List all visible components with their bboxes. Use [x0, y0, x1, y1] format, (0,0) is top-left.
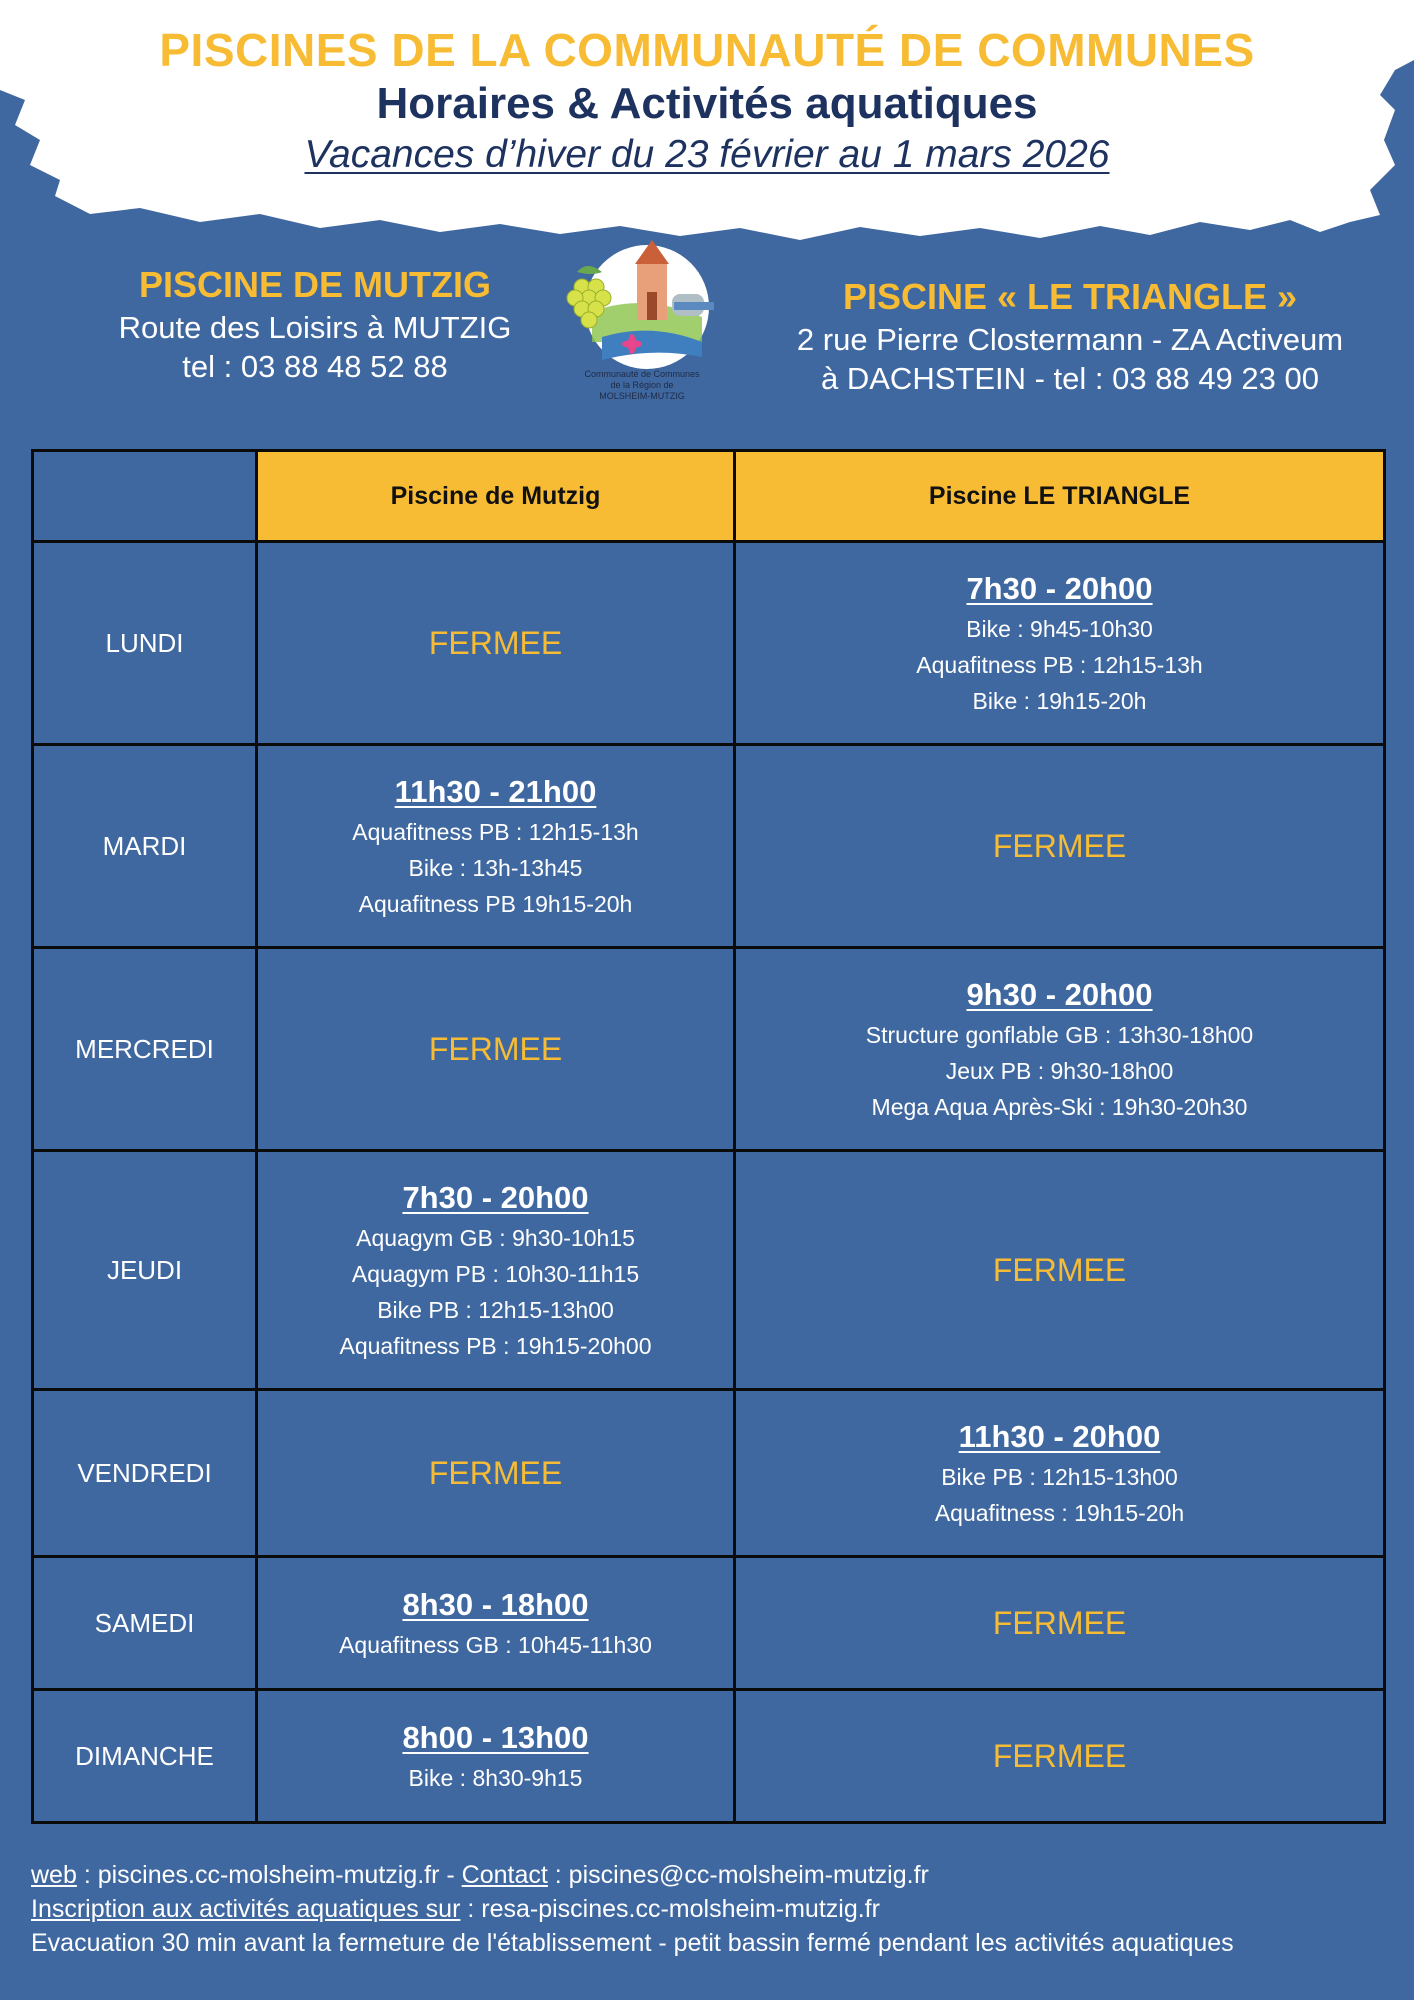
schedule-row: [33, 948, 1385, 1151]
schedule-row: [33, 1390, 1385, 1557]
contact-link-label[interactable]: Contact: [461, 1861, 548, 1889]
closed-label-mutzig: FERMEE: [257, 948, 735, 1151]
closed-label-triangle: FERMEE: [735, 745, 1385, 948]
schedule-header-row: [33, 451, 1385, 542]
schedule-cell-mutzig: [257, 1151, 735, 1390]
logo-caption: Communauté de Communes de la Région de MOLSHEIM-MUTZIG: [584, 369, 700, 401]
schedule-cell-triangle: [735, 542, 1385, 745]
footer: [31, 1858, 1401, 1960]
inscription-link-label[interactable]: Inscription aux activités aquatiques sur: [31, 1895, 461, 1923]
pool-name-triangle: PISCINE « LE TRIANGLE »: [842, 276, 1298, 317]
closed-label-triangle: FERMEE: [735, 1151, 1385, 1390]
activity-item: Aquafitness PB : 12h15-13h: [352, 819, 639, 845]
closed-label-mutzig: FERMEE: [257, 1390, 735, 1557]
schedule-cell-mutzig: [257, 745, 735, 948]
page-title: PISCINES DE LA COMMUNAUTÉ DE COMMUNES: [159, 24, 1255, 76]
header-triangle: Piscine LE TRIANGLE: [735, 451, 1385, 542]
activity-item: Bike PB : 12h15-13h00: [941, 1464, 1178, 1490]
closed-label-mutzig: FERMEE: [257, 542, 735, 745]
opening-hours: 7h30 - 20h00: [966, 571, 1153, 606]
footer-line-inscription: [31, 1892, 1401, 1926]
opening-hours: 8h30 - 18h00: [402, 1587, 589, 1622]
activity-item: Bike : 8h30-9h15: [408, 1765, 583, 1791]
opening-hours: 11h30 - 21h00: [394, 774, 597, 809]
opening-hours: 9h30 - 20h00: [966, 977, 1153, 1012]
opening-hours: 11h30 - 20h00: [958, 1419, 1161, 1454]
activity-item: Jeux PB : 9h30-18h00: [945, 1058, 1174, 1084]
schedule-row: [33, 542, 1385, 745]
pool-info-mutzig: [90, 262, 540, 386]
day-label: MERCREDI: [33, 948, 257, 1151]
day-label: SAMEDI: [33, 1557, 257, 1690]
pool-info-triangle: [760, 274, 1380, 398]
web-link-label[interactable]: web: [31, 1861, 77, 1889]
activity-item: Aquafitness PB 19h15-20h: [358, 891, 633, 917]
day-label: MARDI: [33, 745, 257, 948]
activity-item: Aquafitness PB : 12h15-13h: [916, 652, 1203, 678]
schedule-row: [33, 1557, 1385, 1690]
activity-item: Aquafitness : 19h15-20h: [934, 1500, 1185, 1526]
activity-item: Aquafitness GB : 10h45-11h30: [339, 1632, 652, 1658]
activity-item: Bike PB : 12h15-13h00: [377, 1297, 614, 1323]
schedule-table: [31, 449, 1386, 1824]
pool-address-mutzig: Route des Loisirs à MUTZIG: [118, 310, 512, 345]
pool-address-phone-triangle: à DACHSTEIN - tel : 03 88 49 23 00: [821, 361, 1319, 396]
activity-item: Aquagym PB : 10h30-11h15: [351, 1261, 640, 1287]
pool-address-triangle: 2 rue Pierre Clostermann - ZA Activeum: [796, 322, 1344, 357]
opening-hours: 8h00 - 13h00: [402, 1720, 589, 1755]
schedule-row: [33, 1151, 1385, 1390]
footer-note: Evacuation 30 min avant la fermeture de l'établissement - petit bassin fermé pendant les activités aquatiques: [31, 1929, 1234, 1957]
page-subtitle: Horaires & Activités aquatiques: [376, 79, 1038, 128]
activity-item: Aquafitness PB : 19h15-20h00: [339, 1333, 652, 1359]
activity-item: Aquagym GB : 9h30-10h15: [356, 1225, 635, 1251]
activity-item: Structure gonflable GB : 13h30-18h00: [865, 1022, 1254, 1048]
contact-link-value: : piscines@cc-molsheim-mutzig.fr: [547, 1861, 929, 1889]
day-label: JEUDI: [33, 1151, 257, 1390]
footer-line-web: [31, 1858, 1401, 1892]
schedule-cell-triangle: [735, 948, 1385, 1151]
header-banner: [0, 0, 1414, 250]
pool-phone-mutzig: tel : 03 88 48 52 88: [182, 349, 448, 384]
period-label: Vacances d’hiver du 23 février au 1 mars 2026: [304, 133, 1110, 176]
schedule-cell-triangle: [735, 1390, 1385, 1557]
header-corner-cell: [33, 451, 257, 542]
activity-item: Mega Aqua Après-Ski : 19h30-20h30: [871, 1094, 1248, 1120]
schedule-row: [33, 745, 1385, 948]
schedule-cell-mutzig: [257, 1690, 735, 1823]
inscription-link-value: : resa-piscines.cc-molsheim-mutzig.fr: [460, 1895, 880, 1923]
activity-item: Bike : 19h15-20h: [972, 688, 1147, 714]
web-link-value: : piscines.cc-molsheim-mutzig.fr -: [76, 1861, 462, 1889]
schedule-row: [33, 1690, 1385, 1823]
activity-item: Bike : 13h-13h45: [408, 855, 583, 881]
day-label: DIMANCHE: [33, 1690, 257, 1823]
closed-label-triangle: FERMEE: [735, 1557, 1385, 1690]
day-label: VENDREDI: [33, 1390, 257, 1557]
opening-hours: 7h30 - 20h00: [402, 1180, 589, 1215]
closed-label-triangle: FERMEE: [735, 1690, 1385, 1823]
activity-item: Bike : 9h45-10h30: [966, 616, 1153, 642]
pool-name-mutzig: PISCINE DE MUTZIG: [138, 264, 492, 305]
day-label: LUNDI: [33, 542, 257, 745]
header-mutzig: Piscine de Mutzig: [257, 451, 735, 542]
schedule-cell-mutzig: [257, 1557, 735, 1690]
